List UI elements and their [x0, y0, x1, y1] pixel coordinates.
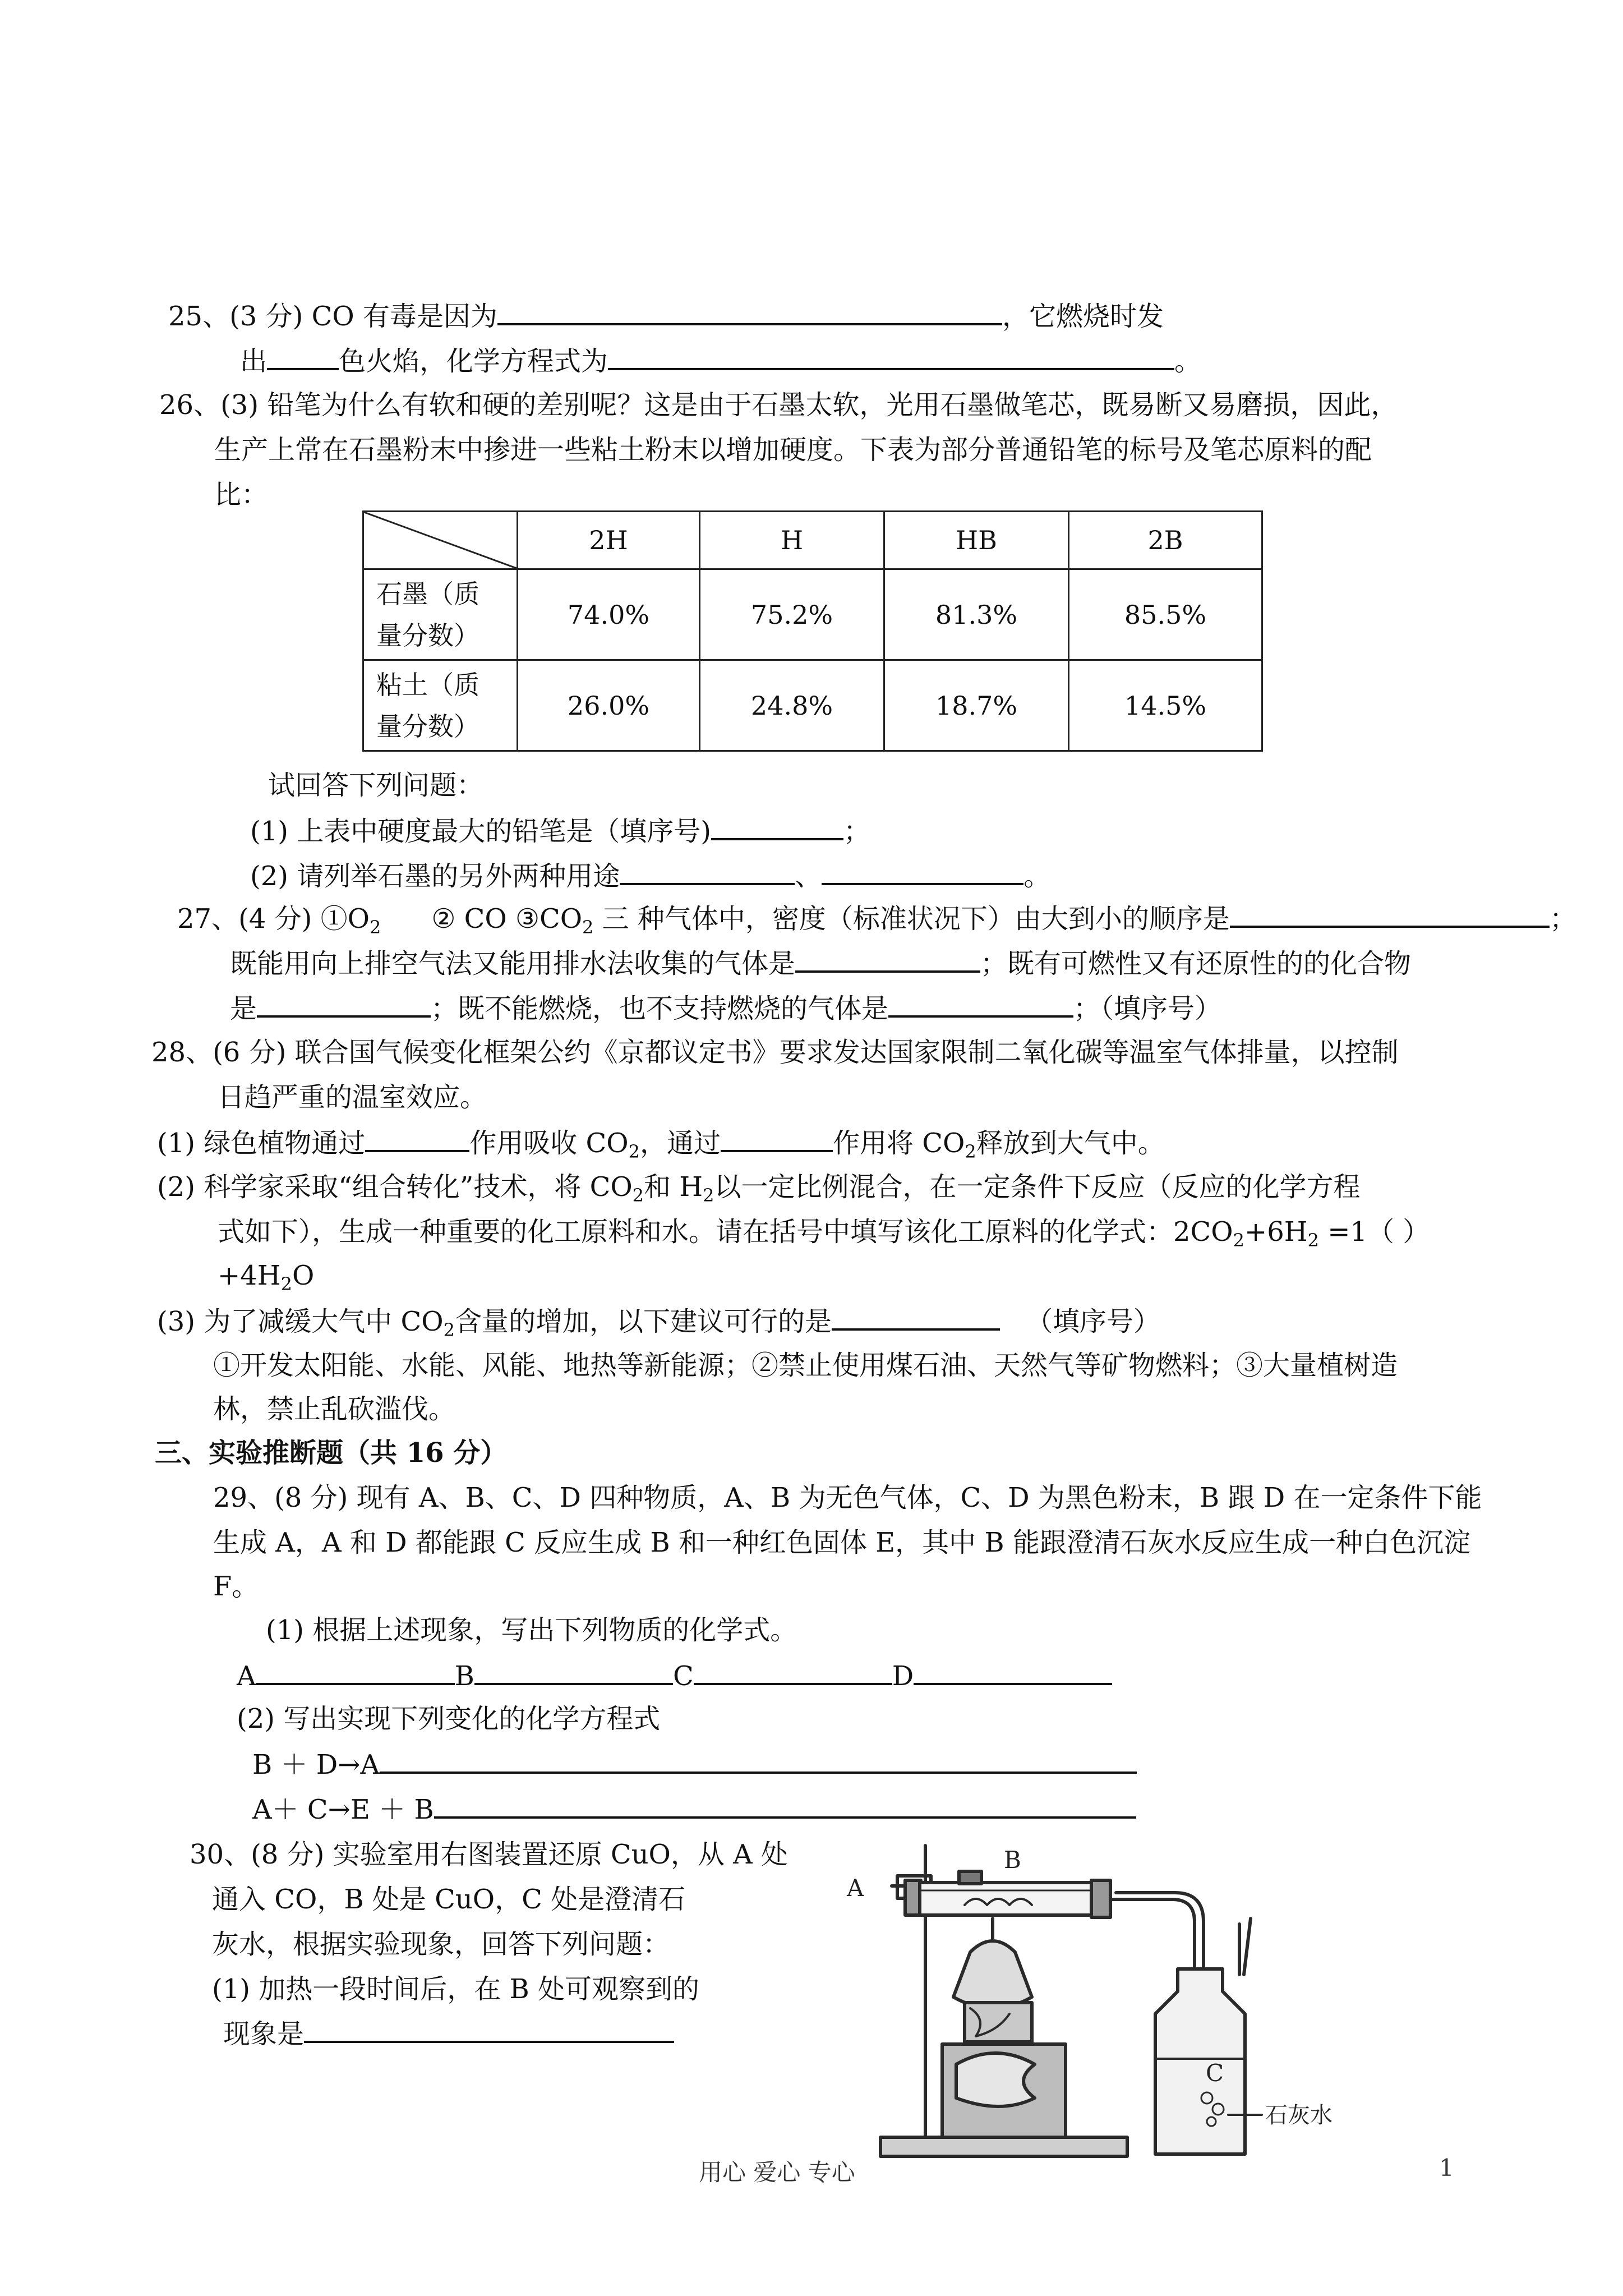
q29-blank-eq1[interactable] [380, 1747, 1137, 1774]
q28-blank-release[interactable] [721, 1125, 833, 1152]
apparatus-drawing [836, 1834, 1340, 2182]
q25-blank-color[interactable] [267, 343, 339, 370]
q25-text-a: 25、(3 分) CO 有毒是因为 [168, 301, 497, 332]
table-row-label-graphite: 石墨（质 量分数） [363, 569, 518, 660]
q27-blank-collect[interactable] [795, 946, 980, 973]
q29-line2: 生成 A，A 和 D 都能跟 C 反应生成 B 和一种红色固体 E，其中 B 能跟澄清石灰水反应生成一种白色沉淀 [213, 1527, 1470, 1558]
table-cell: 24.8% [700, 660, 884, 751]
q28-blank-absorb[interactable] [365, 1125, 469, 1152]
q29-sub1: (1) 根据上述现象，写出下列物质的化学式。 [266, 1614, 797, 1646]
q28-sub2-line1: (2) 科学家采取“组合转化”技术，将 $CO_2$和 $H_2$以一定比例混合，在一定条件下反应（反应的化学方程 [157, 1171, 1361, 1206]
table-cell: 75.2% [700, 569, 884, 660]
q28-line1: 28、(6 分) 联合国气候变化框架公约《京都议定书》要求发达国家限制二氧化碳等温室气体排量，以控制 [151, 1037, 1399, 1068]
table-header-2b: 2B [1069, 512, 1262, 569]
q28-sub2-line2: 式如下），生成一种重要的化工原料和水。请在括号中填写该化工原料的化学式：$2CO_2+6H_2 =1$（ ） [218, 1216, 1430, 1251]
q27-blank-reducing[interactable] [257, 991, 431, 1018]
q28-sub2-line3: $+4H_2O$ [218, 1260, 315, 1295]
q25-text-b: ，它燃烧时发 [1002, 301, 1164, 332]
q30-line5: 现象是 [223, 2016, 674, 2051]
table-header-2h: 2H [518, 512, 700, 569]
q26-sub1: (1) 上表中硬度最大的铅笔是（填序号) ； [250, 813, 870, 848]
table-corner-cell [363, 512, 518, 569]
q28-sub1: (1) 绿色植物通过 作用吸收 $CO_2$，通过 作用将 $CO_2$释放到大气中。 [157, 1125, 1165, 1160]
q25-blank-equation[interactable] [608, 343, 1174, 370]
q26-sub2: (2) 请列举石墨的另外两种用途 、 。 [250, 858, 1050, 893]
q25-line2 [240, 343, 1201, 378]
q29-eq2: A＋ C→E ＋ B [252, 1792, 1136, 1826]
q25-text-e: 。 [1174, 346, 1202, 377]
page-number: 1 [1439, 2154, 1454, 2182]
q29-blank-c[interactable] [694, 1658, 892, 1685]
label-a: A [847, 1874, 864, 1902]
q26-prompt: 试回答下列问题： [268, 770, 484, 801]
table-cell: 74.0% [518, 569, 700, 660]
footer-slogan: 用心 爱心 专心 [699, 2159, 855, 2186]
q30-line2: 通入 CO，B 处是 CuO，C 处是澄清石 [212, 1884, 686, 1915]
q30-line1: 30、(8 分) 实验室用右图装置还原 CuO，从 A 处 [190, 1839, 789, 1870]
apparatus-figure [836, 1834, 1340, 2182]
q29-line1: 29、(8 分) 现有 A、B、C、D 四种物质，A、B 为无色气体，C、D 为黑色粉末，B 跟 D 在一定条件下能 [213, 1482, 1482, 1513]
q27-line1: 27、(4 分) $①O_2$ ② CO $③CO_2$ 三 种气体中，密度（标准状况下）由大到小的顺序是 ； [177, 901, 1576, 936]
label-c: C [1206, 2059, 1224, 2087]
q28-sub3: (3) 为了减缓大气中 $CO_2$含量的增加，以下建议可行的是 （填序号） [157, 1304, 1160, 1338]
q29-line3: F。 [213, 1571, 259, 1602]
q25-line1 [168, 298, 1164, 333]
pencil-ratio-table [362, 510, 1263, 752]
q29-blank-a[interactable] [256, 1658, 455, 1685]
q28-formula-bracket[interactable]: =1（ ） [1318, 1216, 1430, 1248]
q26-blank-use2[interactable] [822, 858, 1023, 885]
q28-line2: 日趋严重的温室效应。 [218, 1082, 487, 1113]
q28-options-line1: ①开发太阳能、水能、风能、地热等新能源；②禁止使用煤石油、天然气等矿物燃料；③大量植树造 [213, 1350, 1398, 1381]
table-header-h: H [700, 512, 884, 569]
label-b: B [1004, 1846, 1021, 1874]
table-header-hb: HB [884, 512, 1069, 569]
table-row-label-clay: 粘土（质 量分数） [363, 660, 518, 751]
table-cell: 26.0% [518, 660, 700, 751]
q25-blank-reason[interactable] [497, 298, 1002, 325]
q29-eq1: B ＋ D→A [252, 1747, 1137, 1782]
table-cell: 85.5% [1069, 569, 1262, 660]
diagonal-divider [364, 512, 517, 568]
section-3-title: 三、实验推断题（共 16 分） [155, 1437, 508, 1469]
q29-blank-d[interactable] [914, 1658, 1112, 1685]
q27-line3: 是 ；既不能燃烧，也不支持燃烧的气体是 ；（填序号） [230, 991, 1221, 1025]
q25-text-d: 色火焰，化学方程式为 [339, 346, 608, 377]
q30-blank-observation[interactable] [304, 2016, 674, 2043]
q26-blank-use1[interactable] [620, 858, 795, 885]
q30-line3: 灰水，根据实验现象，回答下列问题： [212, 1929, 670, 1960]
q27-blank-density-order[interactable] [1230, 901, 1550, 928]
q29-formula-row: A B C D [237, 1658, 1112, 1693]
q27-line2: 既能用向上排空气法又能用排水法收集的气体是 ；既有可燃性又有还原性的的化合物 [230, 946, 1411, 981]
q30-line4: (1) 加热一段时间后，在 B 处可观察到的 [212, 1973, 700, 2005]
q26-blank-hardest[interactable] [711, 813, 843, 840]
table-cell: 81.3% [884, 569, 1069, 660]
table-cell: 14.5% [1069, 660, 1262, 751]
q29-blank-b[interactable] [474, 1658, 673, 1685]
q28-blank-suggestion[interactable] [832, 1304, 1000, 1331]
q25-text-c: 出 [240, 346, 268, 377]
q27-blank-nonflammable[interactable] [888, 991, 1073, 1018]
q26-line1: 26、(3) 铅笔为什么有软和硬的差别呢？这是由于石墨太软，光用石墨做笔芯，既易断又易磨损，因此， [159, 389, 1398, 421]
label-limewater: 石灰水 [1265, 2102, 1332, 2128]
q29-sub2: (2) 写出实现下列变化的化学方程式 [237, 1703, 661, 1734]
q29-blank-eq2[interactable] [434, 1792, 1136, 1819]
q26-line3: 比： [214, 479, 269, 510]
q28-options-line2: 林，禁止乱砍滥伐。 [213, 1393, 456, 1425]
q26-line2: 生产上常在石墨粉末中掺进一些粘土粉末以增加硬度。下表为部分普通铅笔的标号及笔芯原料的配 [214, 434, 1372, 466]
table-cell: 18.7% [884, 660, 1069, 751]
